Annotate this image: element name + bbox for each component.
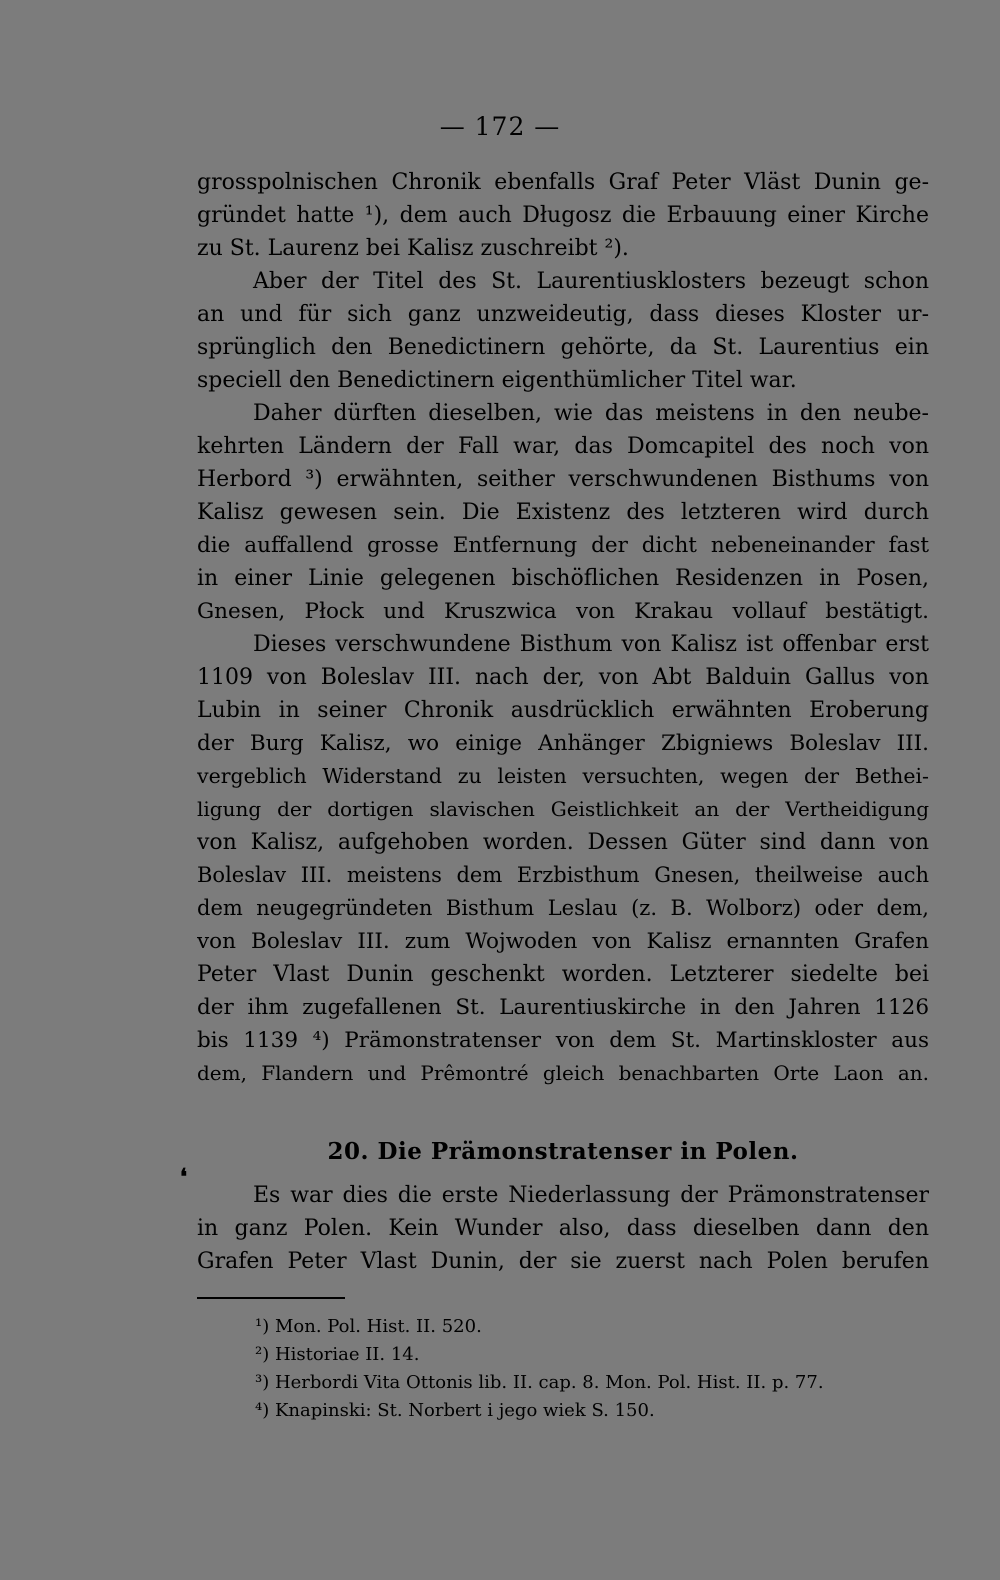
text-line: Daher dürften dieselben, wie das meistens in den neube- xyxy=(253,401,929,426)
footnote: ⁴) Knapinski: St. Norbert i jego wiek S. 150. xyxy=(255,1400,655,1421)
text-line: Lubin in seiner Chronik ausdrücklich erwähnten Eroberung xyxy=(197,698,929,723)
text-line: an und für sich ganz unzweideutig, dass dieses Kloster ur- xyxy=(197,302,929,327)
text-line: Dieses verschwundene Bisthum von Kalisz ist offenbar erst xyxy=(253,632,929,657)
text-line: zu St. Laurenz bei Kalisz zuschreibt ²). xyxy=(197,236,629,261)
footnotes xyxy=(255,1313,935,1425)
footnote: ¹) Mon. Pol. Hist. II. 520. xyxy=(255,1316,482,1337)
text-line: Kalisz gewesen sein. Die Existenz des letzteren wird durch xyxy=(197,500,929,525)
text-line: Herbord ³) erwähnten, seither verschwundenen Bisthums von xyxy=(197,467,929,492)
footnote: ³) Herbordi Vita Ottonis lib. II. cap. 8. Mon. Pol. Hist. II. p. 77. xyxy=(255,1372,824,1393)
text-line: ligung der dortigen slavischen Geistlichkeit an der Vertheidigung xyxy=(197,797,929,821)
text-line: der ihm zugefallenen St. Laurentiuskirche in den Jahren 1126 xyxy=(197,995,929,1020)
text-line: in einer Linie gelegenen bischöflichen Residenzen in Posen, xyxy=(197,566,929,591)
paragraph-3 xyxy=(197,397,929,628)
text-line: 1109 von Boleslav III. nach der, von Abt Balduin Gallus von xyxy=(197,665,929,690)
text-line: vergeblich Widerstand zu leisten versuchten, wegen der Bethei- xyxy=(197,764,929,788)
text-line: in ganz Polen. Kein Wunder also, dass dieselben dann den xyxy=(197,1216,929,1241)
text-line: dem neugegründeten Bisthum Leslau (z. B. Wolborz) oder dem, xyxy=(197,896,929,920)
text-line: Grafen Peter Vlast Dunin, der sie zuerst nach Polen berufen xyxy=(197,1249,929,1274)
paragraph-1 xyxy=(197,166,929,265)
text-line: Es war dies die erste Niederlassung der Prämonstratenser xyxy=(253,1183,929,1208)
section-paragraph xyxy=(197,1179,929,1278)
text-line: bis 1139 ⁴) Prämonstratenser von dem St. Martinskloster aus xyxy=(197,1028,929,1053)
page-number: — 172 — xyxy=(439,112,561,141)
text-line: von Kalisz, aufgehoben worden. Dessen Güter sind dann von xyxy=(197,830,929,855)
paragraph-2 xyxy=(197,265,929,397)
text-line: die auffallend grosse Entfernung der dicht nebeneinander fast xyxy=(197,533,929,558)
text-line: sprünglich den Benedictinern gehörte, da St. Laurentius ein xyxy=(197,335,929,360)
text-line: der Burg Kalisz, wo einige Anhänger Zbigniews Boleslav III. xyxy=(197,731,929,756)
text-line: Peter Vlast Dunin geschenkt worden. Letzterer siedelte bei xyxy=(197,962,929,987)
footnote: ²) Historiae II. 14. xyxy=(255,1344,420,1365)
text-line: Aber der Titel des St. Laurentiusklosters bezeugt schon xyxy=(253,269,929,294)
paragraph-4 xyxy=(197,628,929,1090)
footnote-divider xyxy=(197,1297,345,1299)
text-line: dem, Flandern und Prêmontré gleich benachbarten Orte Laon an. xyxy=(197,1061,929,1085)
text-line: Gnesen, Płock und Kruszwica von Krakau vollauf bestätigt. xyxy=(197,599,929,624)
text-line: speciell den Benedictinern eigenthümlicher Titel war. xyxy=(197,368,797,393)
margin-mark: ❛ xyxy=(180,1164,188,1190)
text-line: Boleslav III. meistens dem Erzbisthum Gnesen, theilweise auch xyxy=(197,863,929,887)
text-line: kehrten Ländern der Fall war, das Domcapitel des noch von xyxy=(197,434,929,459)
section-heading: 20. Die Prämonstratenser in Polen. xyxy=(327,1138,799,1165)
text-line: grosspolnischen Chronik ebenfalls Graf Peter Vläst Dunin ge- xyxy=(197,170,929,195)
text-line: gründet hatte ¹), dem auch Długosz die Erbauung einer Kirche xyxy=(197,203,929,228)
text-line: von Boleslav III. zum Wojwoden von Kalisz ernannten Grafen xyxy=(197,929,929,954)
